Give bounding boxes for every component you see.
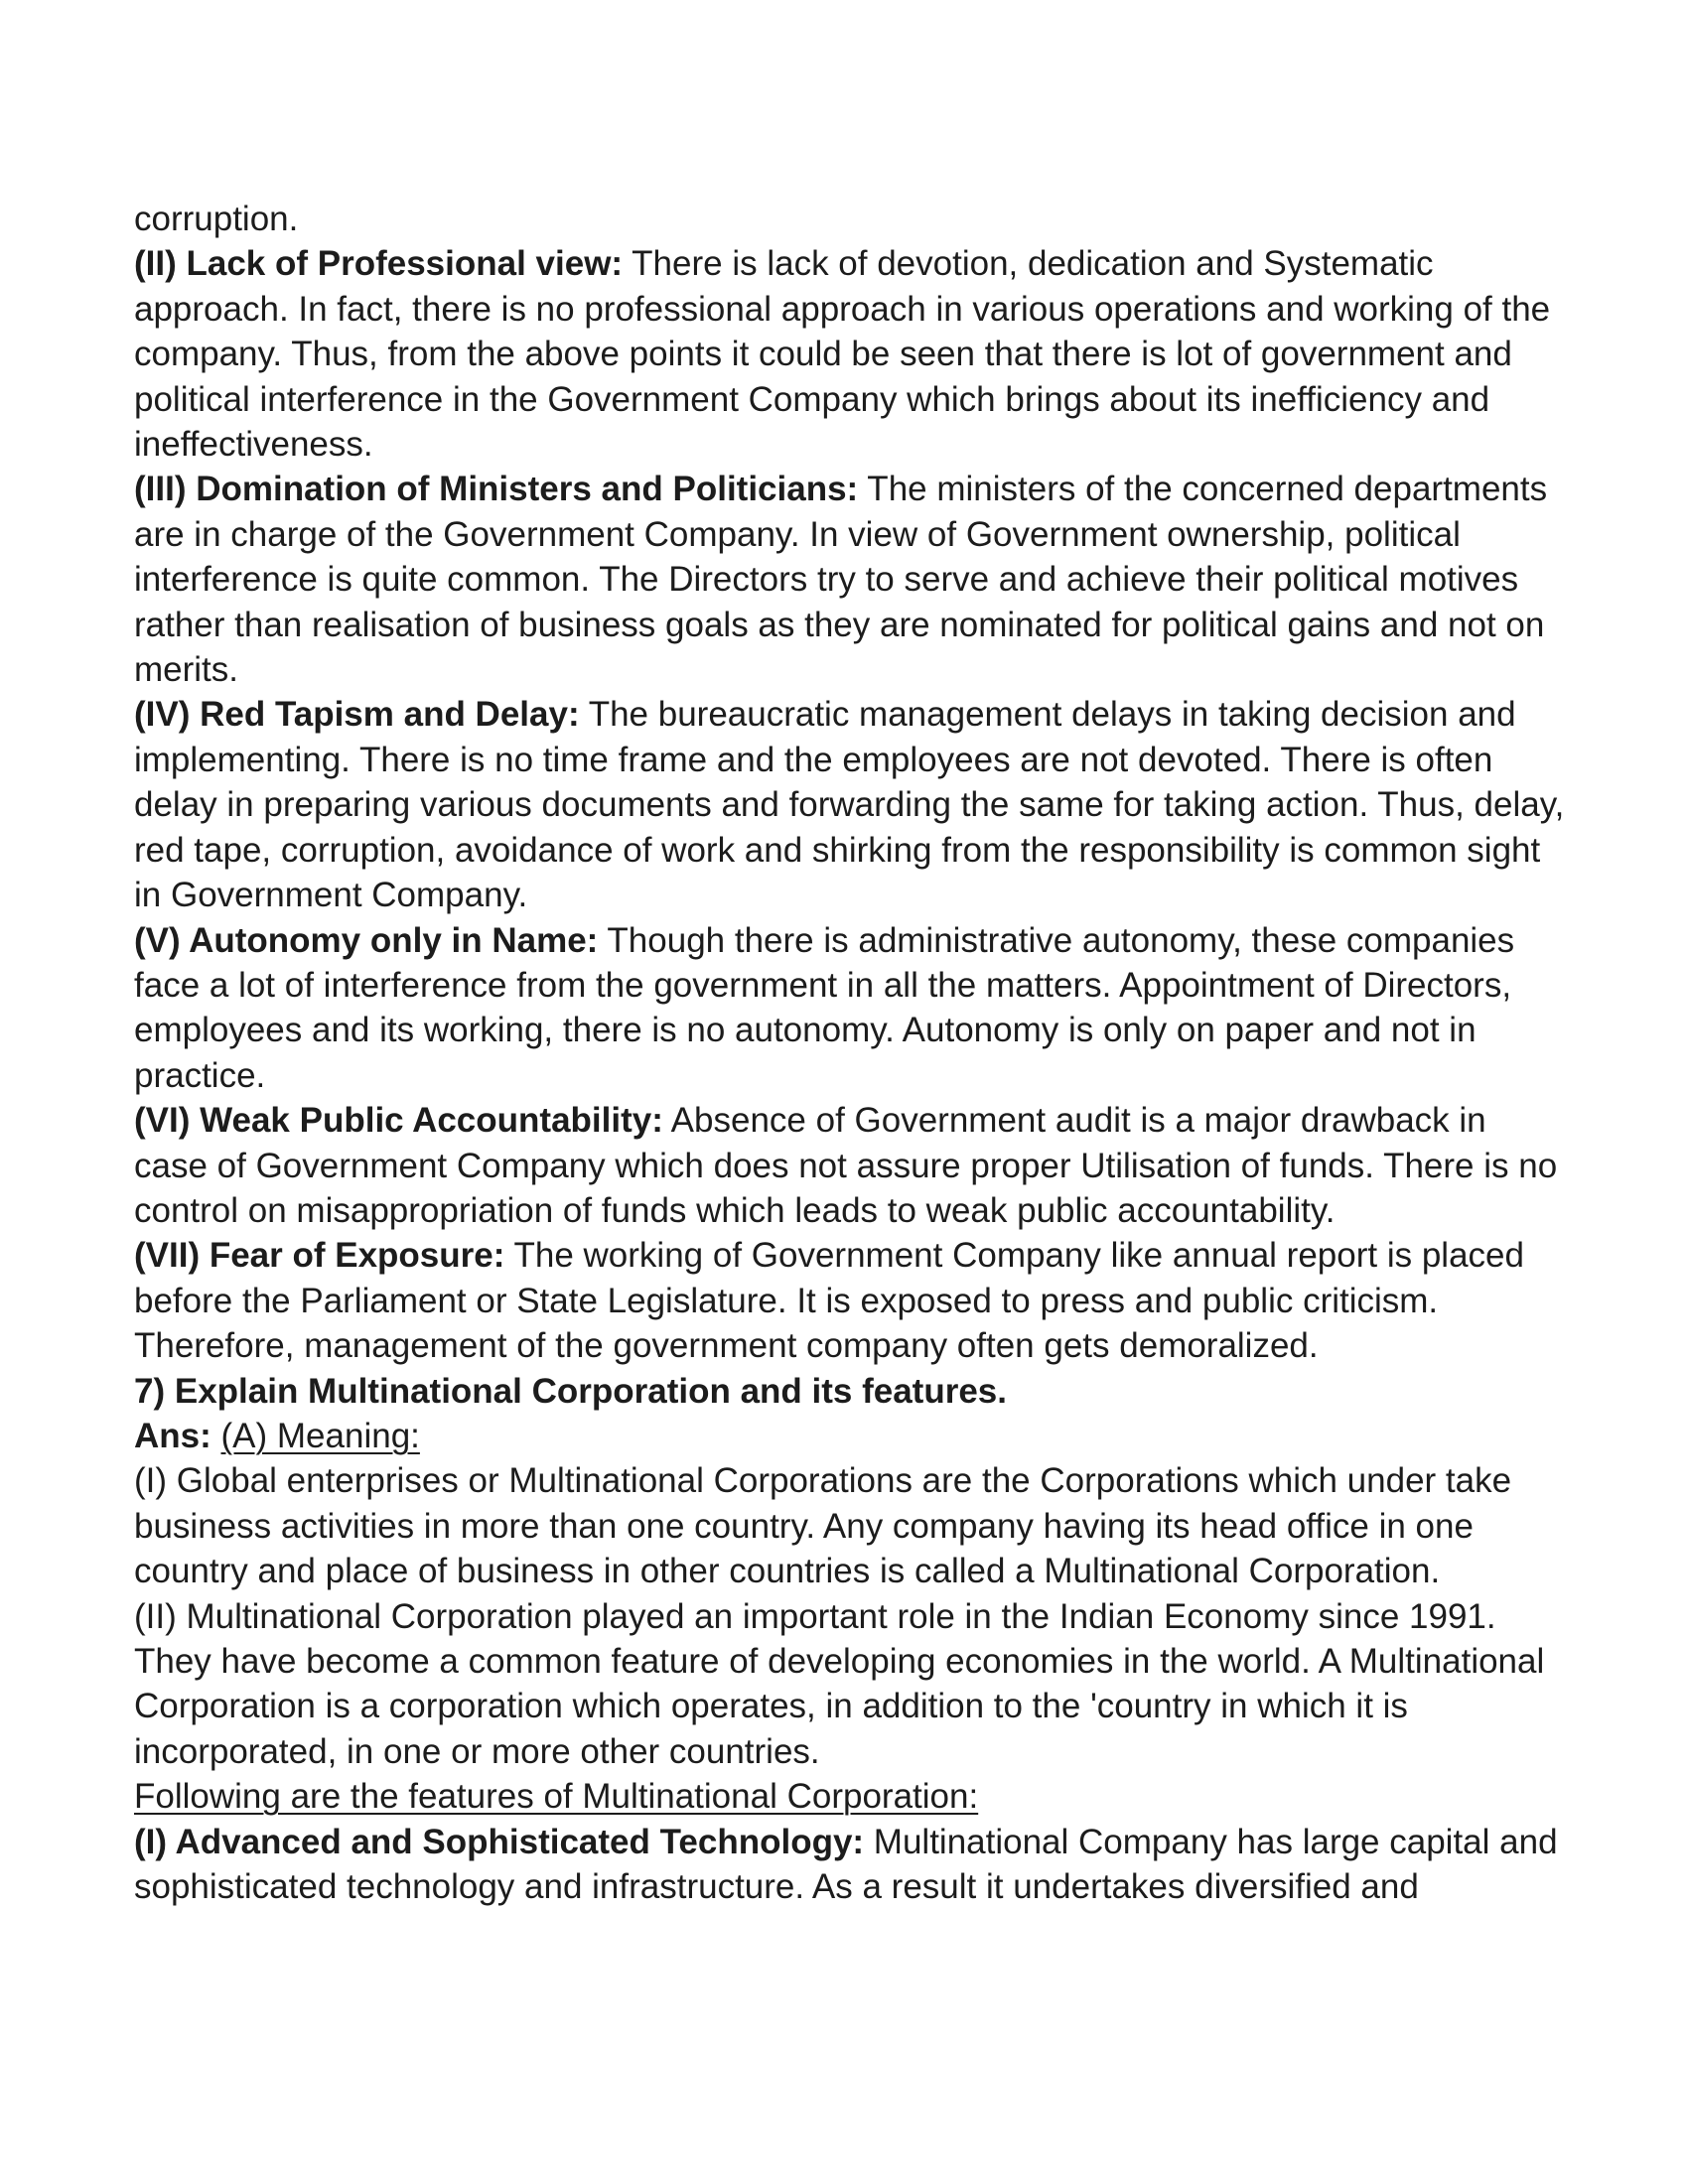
paragraph-text: Though there is administrative autonomy, these companies face a lot of interference from the government in all the matters. Appointment of Directors, employees and its working, there is no autonomy. Autonomy is only on paper and not in practice. [134,920,1515,1095]
features-intro-text: Following are the features of Multinational Corporation: [134,1777,979,1817]
paragraph-text: The ministers of the concerned departments are in charge of the Government Company. In view of Government ownership, political interference is quite common. The Directors try to serve and achieve their political motives rather than realisation of business goals as they are nominated for political gains and not on merits. [134,470,1548,690]
paragraph-heading: (II) Lack of Professional view: [134,244,624,284]
paragraph-weak-public-accountability [134,1098,1569,1233]
paragraph-heading: (IV) Red Tapism and Delay: [134,695,580,735]
paragraph-heading: (VII) Fear of Exposure: [134,1236,505,1276]
question-heading: 7) Explain Multinational Corporation and its features. [134,1371,1007,1411]
paragraph-lack-of-professional-view [134,241,1569,467]
paragraph-domination-of-ministers [134,467,1569,692]
meaning-point-1: (I) Global enterprises or Multinational Corporations are the Corporations which under take business activities in more than one country. Any company having its head office in one country and place of business in other countries is called a Multinational Corporation. [134,1461,1512,1591]
paragraph-autonomy-only-in-name [134,918,1569,1099]
paragraph-fear-of-exposure [134,1233,1569,1368]
paragraph-heading: (III) Domination of Ministers and Politicians: [134,470,859,509]
answer-line [134,1414,1569,1458]
answer-subheading: (A) Meaning: [220,1416,420,1455]
paragraph-text: Absence of Government audit is a major drawback in case of Government Company which does not assure proper Utilisation of funds. There is no control on misappropriation of funds which leads to weak public accountability. [134,1101,1558,1230]
feature-heading: (I) Advanced and Sophisticated Technology: [134,1822,865,1861]
paragraph-heading: (V) Autonomy only in Name: [134,920,599,960]
paragraph-text: There is lack of devotion, dedication and Systematic approach. In fact, there is no professional approach in various operations and working of the company. Thus, from the above points it could be seen that there is lot of government and political interference in the Government Company which brings about its inefficiency and ineffectiveness. [134,244,1551,465]
answer-label: Ans: [134,1416,211,1455]
paragraph-text: The bureaucratic management delays in taking decision and implementing. There is no time frame and the employees are not devoted. There is often delay in preparing various documents and forwarding the same for taking action. Thus, delay, red tape, corruption, avoidance of work and shirking from the responsibility is common sight in Government Company. [134,695,1565,915]
paragraph-corruption-continued [134,197,1569,241]
paragraph-red-tapism [134,692,1569,917]
meaning-point-2: (II) Multinational Corporation played an important role in the Indian Economy since 1991. They have become a common feature of developing economies in the world. A Multinational Corporation is a corporation which operates, in addition to the 'country in which it is incorporated, in one or more other countries. [134,1596,1545,1771]
features-intro [134,1774,1569,1819]
paragraph-text: corruption. [134,200,299,238]
paragraph-text: The working of Government Company like annual report is placed before the Parliament or State Legislature. It is exposed to press and public criticism. Therefore, management of the government company often gets demoralized. [134,1236,1524,1366]
paragraph-heading: (VI) Weak Public Accountability: [134,1101,663,1141]
document-page [134,197,1569,1909]
feature-advanced-technology [134,1820,1569,1910]
feature-text: Multinational Company has large capital and sophisticated technology and infrastructure. As a result it undertakes diversified and [134,1822,1558,1907]
